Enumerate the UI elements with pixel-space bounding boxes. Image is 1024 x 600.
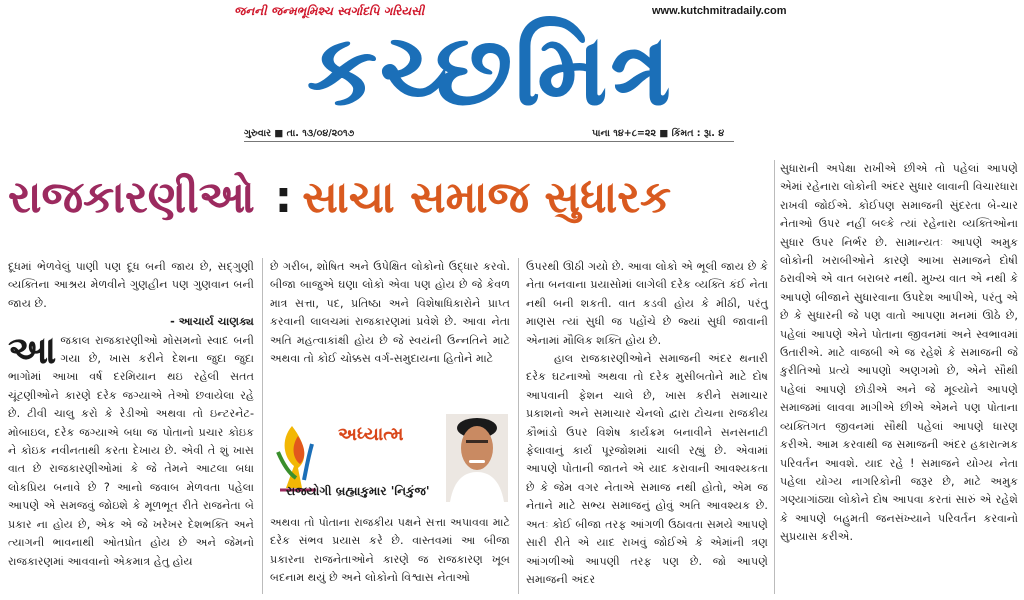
article-column-4 bbox=[780, 160, 1018, 547]
column-divider bbox=[518, 258, 519, 594]
quote-attribution: - આચાર્ય ચાણક્ય bbox=[170, 315, 254, 329]
column-3-text-2: હાલ રાજકારણીઓને સમાજની અંદર થનારી દરેક ઘટનાઓ અથવા તો દરેક મુસીબતોને માટે દોષ આપવાની ફેશન ચાલે છે, ખાસ કરીને સમાચાર પ્રકાશનો અને સમાચાર ચેનલો દ્વારા ટોચના રાજકીય કૌભાંડો ઉપર વિશેષ કાર્યક્રમ બનાવીને સનસનાટી ફેલાવાનું કાર્ય પૂરજોશમાં ચાલી રહ્યું છે. એવામાં આપણે પોતાની જાતને એ યાદ કરાવાની આવશ્યકતા છે કે જેમ વગર નેતાએ સમાજ નથી હોતો, એમ જ નેતાને માટે સભ્ય સમાજનું હોવું અતિ આવશ્યક છે. અતઃ કોઈ બીજા તરફ આંગળી ઉઠાવતા સમયે આપણે સારી રીતે એ યાદ રાખવું જોઈએ કે એમાંની ત્રણ આંગળીઓ આપણી તરફ પણ છે. જો આપણે સમાજની અંદર bbox=[526, 352, 768, 586]
column-box-title: અધ્યાત્મ bbox=[338, 424, 404, 445]
column-box-author: રાજયોગી બ્રહ્માકુમાર 'નિકુંજ' bbox=[286, 484, 430, 498]
column-box bbox=[272, 412, 510, 512]
dateline: ગુરુવાર ■ તા. ૧૩/૦૪/૨૦૧૭ bbox=[244, 128, 355, 139]
column-divider bbox=[262, 258, 263, 594]
article-column-1 bbox=[8, 258, 254, 571]
column-divider bbox=[774, 160, 775, 594]
article-column-3 bbox=[526, 258, 768, 589]
masthead-tagline: જનની જન્મભૂમિશ્ચ સ્વર્ગાદપિ ગરિયસી bbox=[234, 4, 425, 18]
website-link[interactable]: www.kutchmitradaily.com bbox=[652, 5, 787, 17]
article-column-2 bbox=[270, 258, 510, 368]
author-photo bbox=[446, 414, 508, 502]
opening-quote: દૂધમાં ભેળવેલું પાણી પણ દૂધ બની જાય છે, સદ્ગુણી વ્યક્તિના આશ્રય મેળવીને ગુણહીન પણ ગુણવાન બની જાય છે. bbox=[8, 260, 254, 310]
masthead-title: કચ્છમિત્ર bbox=[306, 14, 674, 128]
headline-part2: સાચા સમાજ સુધારક bbox=[302, 172, 672, 223]
column-4-text: સુધારાની અપેક્ષા રાખીએ છીએ તો પહેલાં આપણે એમાં રહેનારા લોકોની અંદર સુધાર લાવાની વિચારધારા રાખવી જોઈએ. કોઈપણ સમાજની સુંદરતા બે-ચાર નેતાઓ ઉપર નહીં બલ્કે ત્યાં રહેનારા વ્યક્તિઓના સુધાર ઉપર નિર્ભર છે. સામાન્યતઃ આપણે અમુક લોકોની ખરાબીઓને કારણે આખા સમાજને દોષી ઠરાવીએ એ વાત બરાબર નથી. મુખ્ય વાત એ નથી કે આપણે બીજાને સુધારવાના ઉપદેશ આપીએ, પરંતુ એ છે કે સુધારની જે પણ વાતો આપણા મનમાં ઊઠે છે, પહેલાં આપણે એને પોતાના જીવનમાં અને સ્વભાવમાં ઉતારીએ. માટે વાજબી એ જ રહેશે કે સમાજની જે કુરીતિઓ પ્રત્યે આપણો અણગમો છે, એને સૌથી પહેલાં આપણે છોડીએ અને જે મૂલ્યોને આપણે સમાજમાં લાવવા માગીએ છીએ એમને પણ પોતાના વ્યક્તિગત જીવનમાં સૌથી પહેલાં આપણે ધારણ કરીએ. આમ કરવાથી જ સમાજની અંદર હકારાત્મક પરિવર્તન આવશે. યાદ રહે ! સમાજને યોગ્ય નેતા પહેલા યોગ્ય નાગરિકોની જરૂર છે, માટે અમુક ગણ્યાગાંઠ્યા લોકોને દોષ આપવા કરતાં સારું એ રહેશે કે આપણે બહુમતી જનસંખ્યાને પરિવર્તન કરવાનો સુપ્રયાસ કરીએ. bbox=[780, 162, 1018, 544]
column-1-text: જકાલ રાજકારણીઓ મોસમનો સ્વાદ બની ગયા છે, ખાસ કરીને દેશના જુદા જુદા ભાગોમાં આખા વર્ષ દરમિયાન થઇ રહેલી સતત ચૂંટણીઓને કારણે દરેક જગ્યાએ તેઓ છવાયેલા રહે છે. ટીવી ચાલુ કરો કે રેડીઓ અથવા તો ઇન્ટરનેટ- મોબાઇલ, દરેક જગ્યાએ બધા જ પોતાનો પ્રચાર કોઇક ને કોઇક નવીનતાથી કરતા દેખાય છે. એવી તે શું ખાસ વાત છે રાજકારણીઓમાં કે જે તેમને આટલા બધા લોકપ્રિય બનાવે છે ? આનો જવાબ મેળવતા પહેલા આપણે એ સમજવું જોઇશે કે મૂળભૂત રીતે રાજનેતા બે પ્રકાર ના હોય છે, એક એ જે ખરેખર દેશભક્તિ અને ત્યાગની ભાવનાથી ઓતપ્રોત હોય છે અને જેમનો રાજકારણમાં આવવાનો એકમાત્ર હેતુ હોય bbox=[8, 333, 254, 568]
masthead-logo bbox=[230, 14, 750, 128]
masthead-rule bbox=[244, 141, 734, 142]
drop-cap: આ bbox=[8, 327, 57, 372]
column-2-text-top: છે ગરીબ, શોષિત અને ઉપેક્ષિત લોકોનો ઉદ્ધાર કરવો. બીજા બાજુએ ઘણા લોકો એવા પણ હોય છે જે કેવળ માત્ર સત્તા, પદ, પ્રતિષ્ઠા અને વિશેષાધિકારોને પ્રાપ્ત કરવાની લાલચમાં રાજકારણમાં પ્રવેશે છે. આવા નેતા અતિ મહત્વાકાંક્ષી હોય છે જે સ્વયંની ઉન્નતિને માટે અથવા તો કોઈ ચોક્કસ વર્ગ-સમુદાયના હિતોને માટે bbox=[270, 260, 510, 366]
article-headline bbox=[8, 168, 671, 228]
column-2-text-bottom: અથવા તો પોતાના રાજકીય પક્ષને સત્તા અપાવવા માટે દરેક સંભવ પ્રયાસ કરે છે. વાસ્તવમાં આ બીજા પ્રકારના રાજનેતાઓને કારણે જ રાજકારણ ખૂબ બદનામ થયું છે અને લોકોનો વિશ્વાસ નેતાઓ bbox=[270, 516, 510, 585]
headline-colon: : bbox=[274, 172, 293, 223]
article-column-2-continued bbox=[270, 514, 510, 588]
page-info: પાના ૧૪+૮=૨૨ ■ કિંમત : રૂા. ૪ bbox=[592, 128, 725, 139]
headline-part1: રાજકારણીઓ bbox=[8, 172, 255, 223]
column-3-text: ઉપરથી ઊઠી ગયો છે. આવા લોકો એ ભૂલી જાય છે કે નેતા બનવાના પ્રયાસોમાં લાગેલી દરેક વ્યક્તિ કંઈ નેતા નથી બની શકતી. વાત કડવી હોય કે મીઠી, પરંતુ માણસ ત્યાં સુધી જ પહોંચે છે જ્યાં સુધી જાવાની એનામાં મૌલિક શક્તિ હોય છે. bbox=[526, 260, 768, 347]
